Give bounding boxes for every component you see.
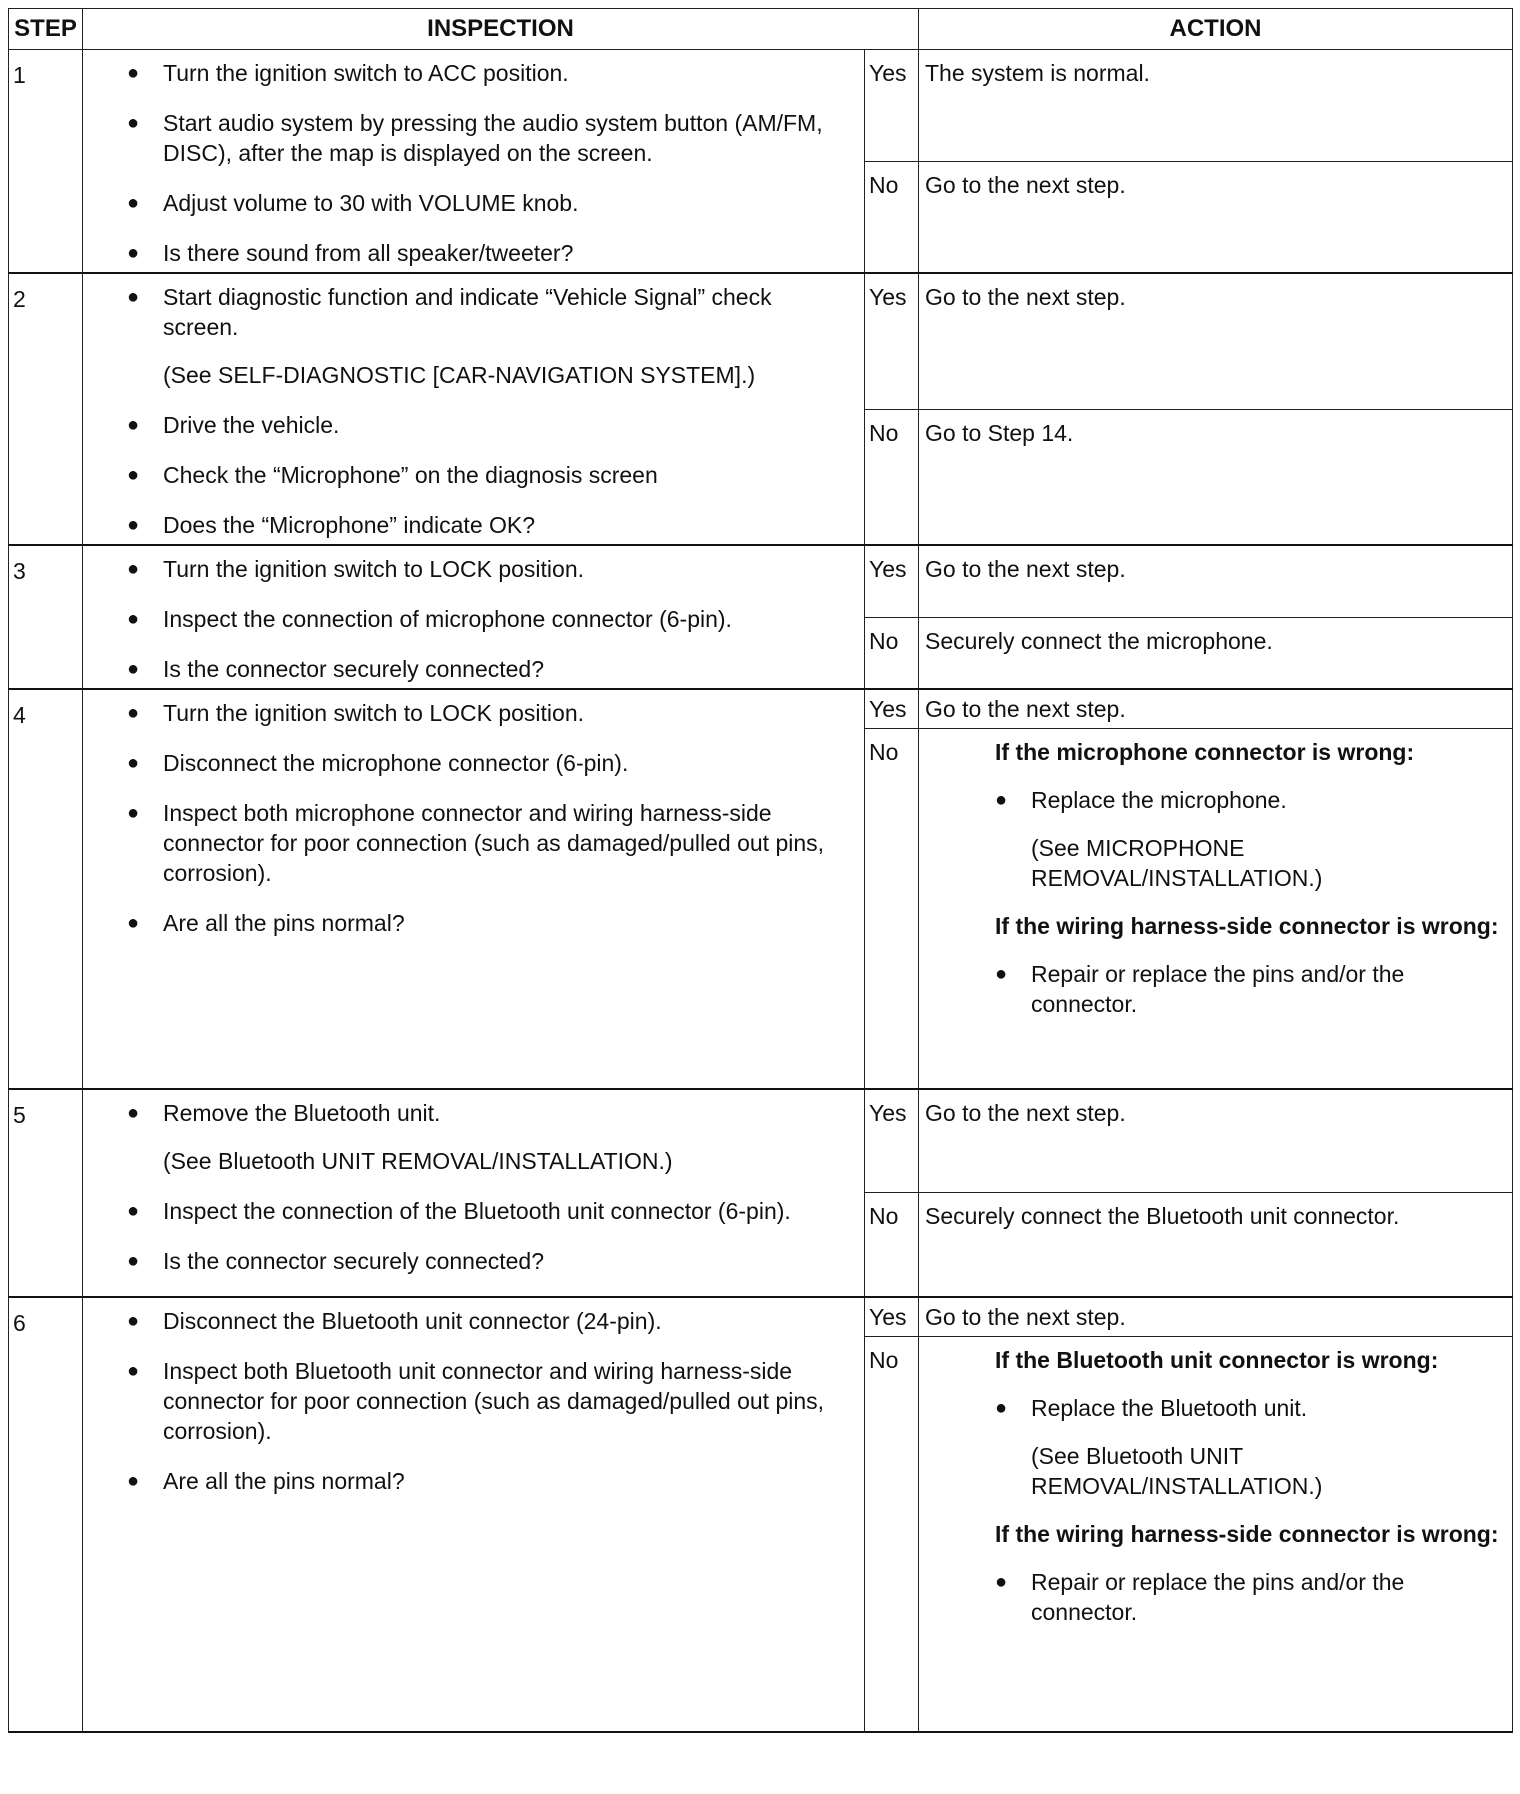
bullet-icon: ●	[127, 286, 140, 308]
action-item: ● Repair or replace the pins and/or the connector.	[995, 961, 1405, 1017]
yes-label: Yes	[865, 545, 919, 617]
action-detail-block	[925, 1345, 1502, 1627]
step-6-group	[9, 1297, 1513, 1733]
yes-action: Go to the next step.	[919, 1297, 1513, 1337]
inspection-item: ● Are all the pins normal?	[127, 910, 405, 936]
step-3-yes-row	[9, 545, 1513, 617]
step-number: 2	[9, 273, 83, 545]
inspection-item: ● Is there sound from all speaker/tweeter?	[127, 240, 574, 266]
diagnostic-document	[8, 8, 1512, 1786]
no-label: No	[865, 729, 919, 1089]
no-label: No	[865, 617, 919, 689]
bullet-icon: ●	[995, 963, 1008, 985]
no-action-detail	[919, 1336, 1513, 1732]
inspection-item: ● Inspect the connection of the Bluetooth unit connector (6-pin).	[127, 1197, 791, 1224]
inspection-item: ● Inspect the connection of microphone connector (6-pin).	[127, 606, 732, 632]
reference-note: (See MICROPHONE REMOVAL/INSTALLATION.)	[1031, 835, 1323, 891]
yes-action: Go to the next step.	[919, 273, 1513, 409]
inspection-item: ● Inspect both Bluetooth unit connector and wiring harness-side connector for poor connection (such as damaged/pulled out pins, corrosion).	[127, 1357, 825, 1444]
diagnostic-table	[8, 8, 1513, 1733]
bullet-icon: ●	[127, 192, 140, 214]
inspection-item: ● Turn the ignition switch to ACC position.	[127, 60, 569, 86]
inspection-list	[127, 58, 834, 268]
reference-note: (See SELF-DIAGNOSTIC [CAR-NAVIGATION SYSTEM].)	[163, 362, 756, 388]
yes-action: Go to the next step.	[919, 545, 1513, 617]
inspection-item: ● Drive the vehicle.	[127, 412, 340, 438]
inspection-item: ● Disconnect the microphone connector (6-pin).	[127, 750, 629, 776]
no-label: No	[865, 1336, 919, 1732]
step-number: 5	[9, 1089, 83, 1297]
inspection-item: ● Turn the ignition switch to LOCK position.	[127, 700, 585, 726]
action-item: ● Replace the microphone.	[995, 787, 1287, 813]
step-column-header: STEP	[9, 9, 83, 50]
inspection-list	[127, 1098, 834, 1276]
bullet-icon: ●	[127, 414, 140, 436]
inspection-item: ● Check the “Microphone” on the diagnosis screen	[127, 462, 658, 488]
inspection-column-header: INSPECTION	[83, 9, 919, 50]
step-6-yes-row	[9, 1297, 1513, 1337]
step-2-yes-row	[9, 273, 1513, 409]
step-number: 6	[9, 1297, 83, 1733]
bullet-icon: ●	[127, 464, 140, 486]
bullet-icon: ●	[127, 1359, 140, 1382]
bullet-icon: ●	[127, 658, 140, 680]
inspection-item: ● Is the connector securely connected?	[127, 1247, 545, 1274]
yes-action: Go to the next step.	[919, 689, 1513, 729]
reference-note: (See Bluetooth UNIT REMOVAL/INSTALLATION.)	[163, 1147, 673, 1174]
inspection-item: ● Disconnect the Bluetooth unit connector (24-pin).	[127, 1307, 662, 1334]
yes-label: Yes	[865, 1297, 919, 1337]
bullet-icon: ●	[127, 912, 140, 934]
step-5-yes-row	[9, 1089, 1513, 1193]
inspection-item: ● Adjust volume to 30 with VOLUME knob.	[127, 190, 579, 216]
step-2-group	[9, 273, 1513, 545]
bullet-icon: ●	[995, 1570, 1008, 1593]
table-header-row	[9, 9, 1513, 50]
step-4-group	[9, 689, 1513, 1089]
no-action: Securely connect the Bluetooth unit connector.	[919, 1193, 1513, 1297]
inspection-list	[127, 282, 834, 540]
reference-note: (See Bluetooth UNIT REMOVAL/INSTALLATION.)	[1031, 1442, 1323, 1499]
action-column-header: ACTION	[919, 9, 1513, 50]
no-action-detail	[919, 729, 1513, 1089]
inspection-item: ● Does the “Microphone” indicate OK?	[127, 512, 536, 538]
bullet-icon: ●	[127, 242, 140, 264]
no-label: No	[865, 161, 919, 273]
condition-title: If the wiring harness-side connector is wrong:	[995, 1520, 1499, 1547]
bullet-icon: ●	[127, 1469, 140, 1492]
inspection-item: ● Turn the ignition switch to LOCK position.	[127, 556, 585, 582]
action-item: ● Repair or replace the pins and/or the connector.	[995, 1568, 1405, 1625]
step-4-yes-row	[9, 689, 1513, 729]
bullet-icon: ●	[127, 1309, 140, 1332]
bullet-icon: ●	[127, 802, 140, 824]
inspection-item: ● Start diagnostic function and indicate “Vehicle Signal” check screen. (See SELF-DIAGNOSTIC [CAR-NAVIGATION SYSTEM].)	[127, 282, 834, 390]
bullet-icon: ●	[127, 558, 140, 580]
no-action: Securely connect the microphone.	[919, 617, 1513, 689]
bullet-icon: ●	[995, 1396, 1008, 1419]
yes-label: Yes	[865, 273, 919, 409]
bullet-icon: ●	[127, 112, 140, 134]
no-label: No	[865, 409, 919, 545]
bullet-icon: ●	[127, 62, 140, 84]
bullet-icon: ●	[127, 1101, 140, 1124]
step-number: 3	[9, 545, 83, 689]
no-action: Go to Step 14.	[919, 409, 1513, 545]
bullet-icon: ●	[127, 1249, 140, 1272]
inspection-cell	[83, 1089, 865, 1297]
inspection-list	[127, 554, 834, 684]
bullet-icon: ●	[127, 608, 140, 630]
yes-label: Yes	[865, 689, 919, 729]
inspection-item: ● Is the connector securely connected?	[127, 656, 545, 682]
step-number: 4	[9, 689, 83, 1089]
inspection-cell	[83, 689, 865, 1089]
step-3-group	[9, 545, 1513, 689]
yes-label: Yes	[865, 1089, 919, 1193]
bullet-icon: ●	[127, 752, 140, 774]
condition-title: If the Bluetooth unit connector is wrong:	[995, 1346, 1439, 1373]
step-1-yes-row	[9, 50, 1513, 162]
step-1-group	[9, 50, 1513, 274]
bullet-icon: ●	[127, 702, 140, 724]
inspection-cell	[83, 50, 865, 274]
inspection-list	[127, 698, 834, 938]
yes-label: Yes	[865, 50, 919, 162]
inspection-item: ● Start audio system by pressing the audio system button (AM/FM, DISC), after the map is displayed on the screen.	[127, 110, 823, 166]
bullet-icon: ●	[127, 514, 140, 536]
step-5-group	[9, 1089, 1513, 1297]
no-action: Go to the next step.	[919, 161, 1513, 273]
inspection-item: ● Inspect both microphone connector and wiring harness-side connector for poor connection (such as damaged/pulled out pins, corrosion).	[127, 800, 825, 886]
condition-title: If the wiring harness-side connector is wrong:	[995, 913, 1499, 939]
bullet-icon: ●	[127, 1199, 140, 1222]
yes-action: The system is normal.	[919, 50, 1513, 162]
inspection-list	[127, 1306, 834, 1496]
inspection-item: ● Are all the pins normal?	[127, 1467, 405, 1494]
step-number: 1	[9, 50, 83, 274]
action-item: ● Replace the Bluetooth unit.	[995, 1394, 1308, 1421]
bullet-icon: ●	[995, 789, 1008, 811]
action-detail-block	[925, 737, 1502, 1019]
yes-action: Go to the next step.	[919, 1089, 1513, 1193]
no-label: No	[865, 1193, 919, 1297]
inspection-cell	[83, 1297, 865, 1733]
inspection-cell	[83, 273, 865, 545]
condition-title: If the microphone connector is wrong:	[995, 739, 1415, 765]
inspection-cell	[83, 545, 865, 689]
inspection-item: ● Remove the Bluetooth unit. (See Bluetooth UNIT REMOVAL/INSTALLATION.)	[127, 1098, 834, 1176]
